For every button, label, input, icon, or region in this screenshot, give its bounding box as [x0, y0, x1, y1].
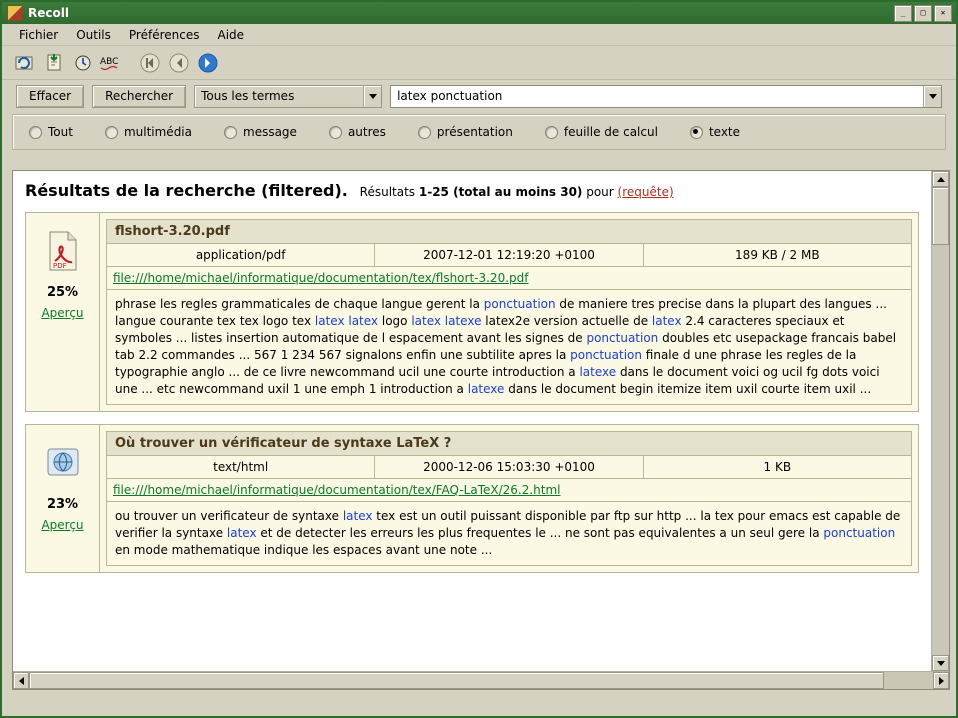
- nav-first-icon[interactable]: [137, 51, 163, 75]
- query-link[interactable]: (requête): [617, 185, 674, 199]
- search-input[interactable]: [390, 85, 942, 108]
- radio-dot: [29, 126, 42, 139]
- category-label: texte: [708, 125, 741, 139]
- result-url-link[interactable]: file:///home/michael/informatique/documentation/tex/FAQ-LaTeX/26.2.html: [113, 483, 561, 497]
- results-summary-middle: pour: [582, 185, 618, 199]
- result-url-link[interactable]: file:///home/michael/informatique/documentation/tex/flshort-3.20.pdf: [113, 271, 529, 285]
- results-range: 1-25 (total au moins 30): [418, 185, 583, 199]
- window-title: Recoll: [28, 6, 69, 20]
- results-vertical-scrollbar[interactable]: [931, 171, 949, 671]
- pdf-icon: [46, 231, 80, 271]
- result-details: [100, 213, 918, 411]
- radio-dot: [329, 126, 342, 139]
- search-input-value[interactable]: latex ponctuation: [391, 86, 923, 107]
- window-controls: [894, 5, 954, 22]
- svg-text:ABC: ABC: [100, 56, 119, 67]
- category-radio-presentation[interactable]: [402, 125, 529, 139]
- radio-dot: [105, 126, 118, 139]
- result-size: 1 KB: [763, 460, 792, 474]
- search-mode-value: Tous les termes: [201, 89, 295, 103]
- results-horizontal-scrollbar[interactable]: [13, 671, 949, 689]
- radio-dot: [690, 126, 703, 139]
- clear-button[interactable]: Effacer: [16, 85, 84, 108]
- category-label: feuille de calcul: [563, 125, 658, 139]
- scroll-thumb-horizontal[interactable]: [29, 672, 884, 689]
- category-label: Tout: [48, 125, 73, 139]
- results-body: [13, 171, 949, 671]
- result-thumbnail-column: [26, 425, 100, 572]
- menu-fichier[interactable]: Fichier: [19, 27, 59, 42]
- category-radio-multimedia[interactable]: [89, 125, 208, 139]
- category-radio-feuille-de-calcul[interactable]: [529, 125, 674, 139]
- scroll-left-button[interactable]: [13, 672, 29, 689]
- maximize-button[interactable]: □: [914, 5, 932, 22]
- scroll-track-vertical[interactable]: [932, 187, 949, 655]
- scroll-track-horizontal[interactable]: [29, 672, 933, 689]
- result-date: 2007-12-01 12:19:20 +0100: [375, 244, 643, 266]
- document-history-icon[interactable]: [70, 51, 96, 75]
- result-item: [25, 424, 919, 573]
- results-list: [13, 171, 931, 671]
- result-size: 189 KB / 2 MB: [735, 248, 820, 262]
- update-index-icon[interactable]: [12, 51, 38, 75]
- html-icon: [46, 443, 80, 483]
- search-button[interactable]: Rechercher: [92, 85, 186, 108]
- menu-aide[interactable]: Aide: [217, 27, 245, 42]
- scroll-thumb-vertical[interactable]: [932, 187, 949, 245]
- result-title[interactable]: flshort-3.20.pdf: [106, 219, 912, 244]
- menu-outils[interactable]: Outils: [76, 27, 111, 42]
- category-radio-texte[interactable]: [674, 125, 756, 139]
- preview-link[interactable]: Aperçu: [41, 306, 84, 320]
- scroll-down-button[interactable]: [932, 655, 949, 671]
- chevron-down-icon[interactable]: [363, 86, 381, 107]
- result-mime: application/pdf: [107, 244, 375, 266]
- app-icon: [7, 5, 23, 21]
- category-radio-message[interactable]: [208, 125, 313, 139]
- title-bar: [2, 2, 956, 24]
- results-heading: Résultats de la recherche (filtered).: [25, 181, 348, 200]
- close-button[interactable]: ✕: [934, 5, 952, 22]
- menu-preferences[interactable]: Préférences: [128, 27, 200, 42]
- radio-dot: [418, 126, 431, 139]
- category-filter-bar: [12, 114, 946, 150]
- svg-text:PDF: PDF: [52, 262, 67, 270]
- nav-previous-icon[interactable]: [166, 51, 192, 75]
- result-snippet: ou trouver un verificateur de syntaxe latex tex est un outil puissant disponible par ftp sur http ... la tex pour emacs est capable de verifier la syntaxe latex et de detecter les erreurs les plus frequentes le ... ne sont pas equivalentes a un seul gere la ponctuation en mode mathematique indique les espaces avant une note ...: [106, 502, 912, 566]
- results-summary-prefix: Résultats: [359, 185, 419, 199]
- result-score: 25%: [46, 285, 79, 300]
- result-title[interactable]: Où trouver un vérificateur de syntaxe LaTeX ?: [106, 431, 912, 456]
- radio-dot: [545, 126, 558, 139]
- category-label: message: [243, 125, 297, 139]
- scroll-up-button[interactable]: [932, 171, 949, 187]
- category-radio-tout[interactable]: [13, 125, 89, 139]
- nav-next-icon[interactable]: [195, 51, 221, 75]
- minimize-button[interactable]: _: [894, 5, 912, 22]
- result-date: 2000-12-06 15:03:30 +0100: [375, 456, 643, 478]
- result-item: [25, 212, 919, 412]
- results-panel: [12, 170, 950, 690]
- search-mode-select[interactable]: [194, 85, 382, 108]
- results-header: [13, 171, 931, 206]
- category-label: présentation: [436, 125, 513, 139]
- query-history-chevron-down-icon[interactable]: [923, 86, 941, 107]
- result-snippet: phrase les regles grammaticales de chaque langue gerent la ponctuation de maniere tres precise dans la plupart des langues ... langue courante tex tex logo tex latex latex logo latex latexe latex2e version actuelle de latex 2.4 caracteres speciaux et symboles ... listes insertion automatique de l espacement avant les signes de ponctuation doubles etc usepackage francais babel tab 2.2 commandes ... 567 1 234 567 signalons enfin une subtilite apres la ponctuation finale d une phrase les regles de la typographie anglo ... de ce livre newcommand ucil une courte introduction a latexe dans le document voici og ucil fg dots voici une ... etc newcommand uxil 1 une emph 1 introduction a latexe dans le document begin itemize item uxil courte item uxil ...: [106, 290, 912, 405]
- spelling-icon[interactable]: [99, 51, 125, 75]
- index-config-icon[interactable]: [41, 51, 67, 75]
- preview-link[interactable]: Aperçu: [41, 518, 84, 532]
- result-thumbnail-column: [26, 213, 100, 411]
- result-url-row: [106, 479, 912, 502]
- result-meta-row: [106, 244, 912, 267]
- result-meta-row: [106, 456, 912, 479]
- search-bar: [2, 80, 956, 112]
- category-radio-autres[interactable]: [313, 125, 402, 139]
- result-score: 23%: [46, 497, 79, 512]
- category-label: autres: [347, 125, 386, 139]
- menu-bar: [2, 24, 956, 46]
- radio-dot: [224, 126, 237, 139]
- scroll-right-button[interactable]: [933, 672, 949, 689]
- result-url-row: [106, 267, 912, 290]
- result-details: [100, 425, 918, 572]
- toolbar: [2, 46, 956, 80]
- result-mime: text/html: [107, 456, 375, 478]
- category-label: multimédia: [123, 125, 192, 139]
